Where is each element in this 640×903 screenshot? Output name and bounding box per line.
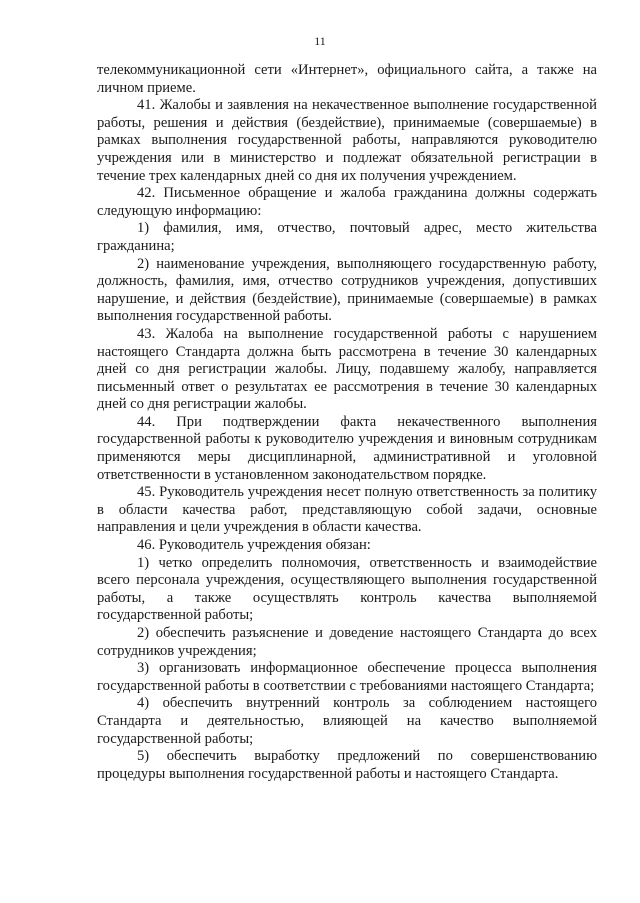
paragraph-46-item-1: 1) четко определить полномочия, ответственность и взаимодействие всего персонала учреждения, осуществляющего выполнения государственной работы, а также осуществлять контроль качества выполняемой государственной работы;	[97, 554, 597, 624]
paragraph-46-item-5: 5) обеспечить выработку предложений по совершенствованию процедуры выполнения государственной работы и настоящего Стандарта.	[97, 748, 597, 782]
paragraph-43: 43. Жалоба на выполнение государственной работы с нарушением настоящего Стандарта должна быть рассмотрена в течение 30 календарных дней со дня регистрации жалобы. Лицу, подавшему жалобу, направляется письменный ответ о результатах ее рассмотрения в течение 30 календарных дней со дня регистрации жалобы.	[97, 325, 597, 413]
paragraph-46-item-2: 2) обеспечить разъяснение и доведение настоящего Стандарта до всех сотрудников учреждения;	[97, 625, 597, 659]
page-number: 11	[314, 34, 326, 48]
paragraph-42-item-1: 1) фамилия, имя, отчество, почтовый адрес, место жительства гражданина;	[97, 220, 597, 254]
paragraph-45: 45. Руководитель учреждения несет полную ответственность за политику в области качества работ, представляющую собой задачи, основные направления и цели учреждения в области качества.	[97, 484, 597, 536]
paragraph-continuation: телекоммуникационной сети «Интернет», официального сайта, а также на личном приеме.	[97, 62, 597, 96]
paragraph-44: 44. При подтверждении факта некачественного выполнения государственной работы к руководителю учреждения и виновным сотрудникам применяются меры дисциплинарной, административной и уголовной ответственности в установленном законодательством порядке.	[97, 413, 597, 483]
paragraph-46-item-3: 3) организовать информационное обеспечение процесса выполнения государственной работы в соответствии с требованиями настоящего Стандарта;	[97, 660, 597, 694]
paragraph-42: 42. Письменное обращение и жалоба гражданина должны содержать следующую информацию:	[97, 185, 597, 219]
paragraph-42-item-2: 2) наименование учреждения, выполняющего государственную работу, должность, фамилия, имя, отчество сотрудников учреждения, допустивших нарушение, и действия (бездействие), принимаемые (совершаемые) в рамках выполнения государственной работы.	[97, 255, 597, 325]
document-body	[97, 62, 597, 783]
paragraph-46: 46. Руководитель учреждения обязан:	[137, 537, 371, 554]
paragraph-46-item-4: 4) обеспечить внутренний контроль за соблюдением настоящего Стандарта и деятельностью, влияющей на качество выполняемой государственной работы;	[97, 695, 597, 747]
paragraph-41: 41. Жалобы и заявления на некачественное выполнение государственной работы, решения и действия (бездействие), принимаемые (совершаемые) в рамках выполнения государственной работы, направляются руководителю учреждения или в министерство и подлежат обязательной регистрации в течение трех календарных дней со дня их получения учреждением.	[97, 97, 597, 184]
